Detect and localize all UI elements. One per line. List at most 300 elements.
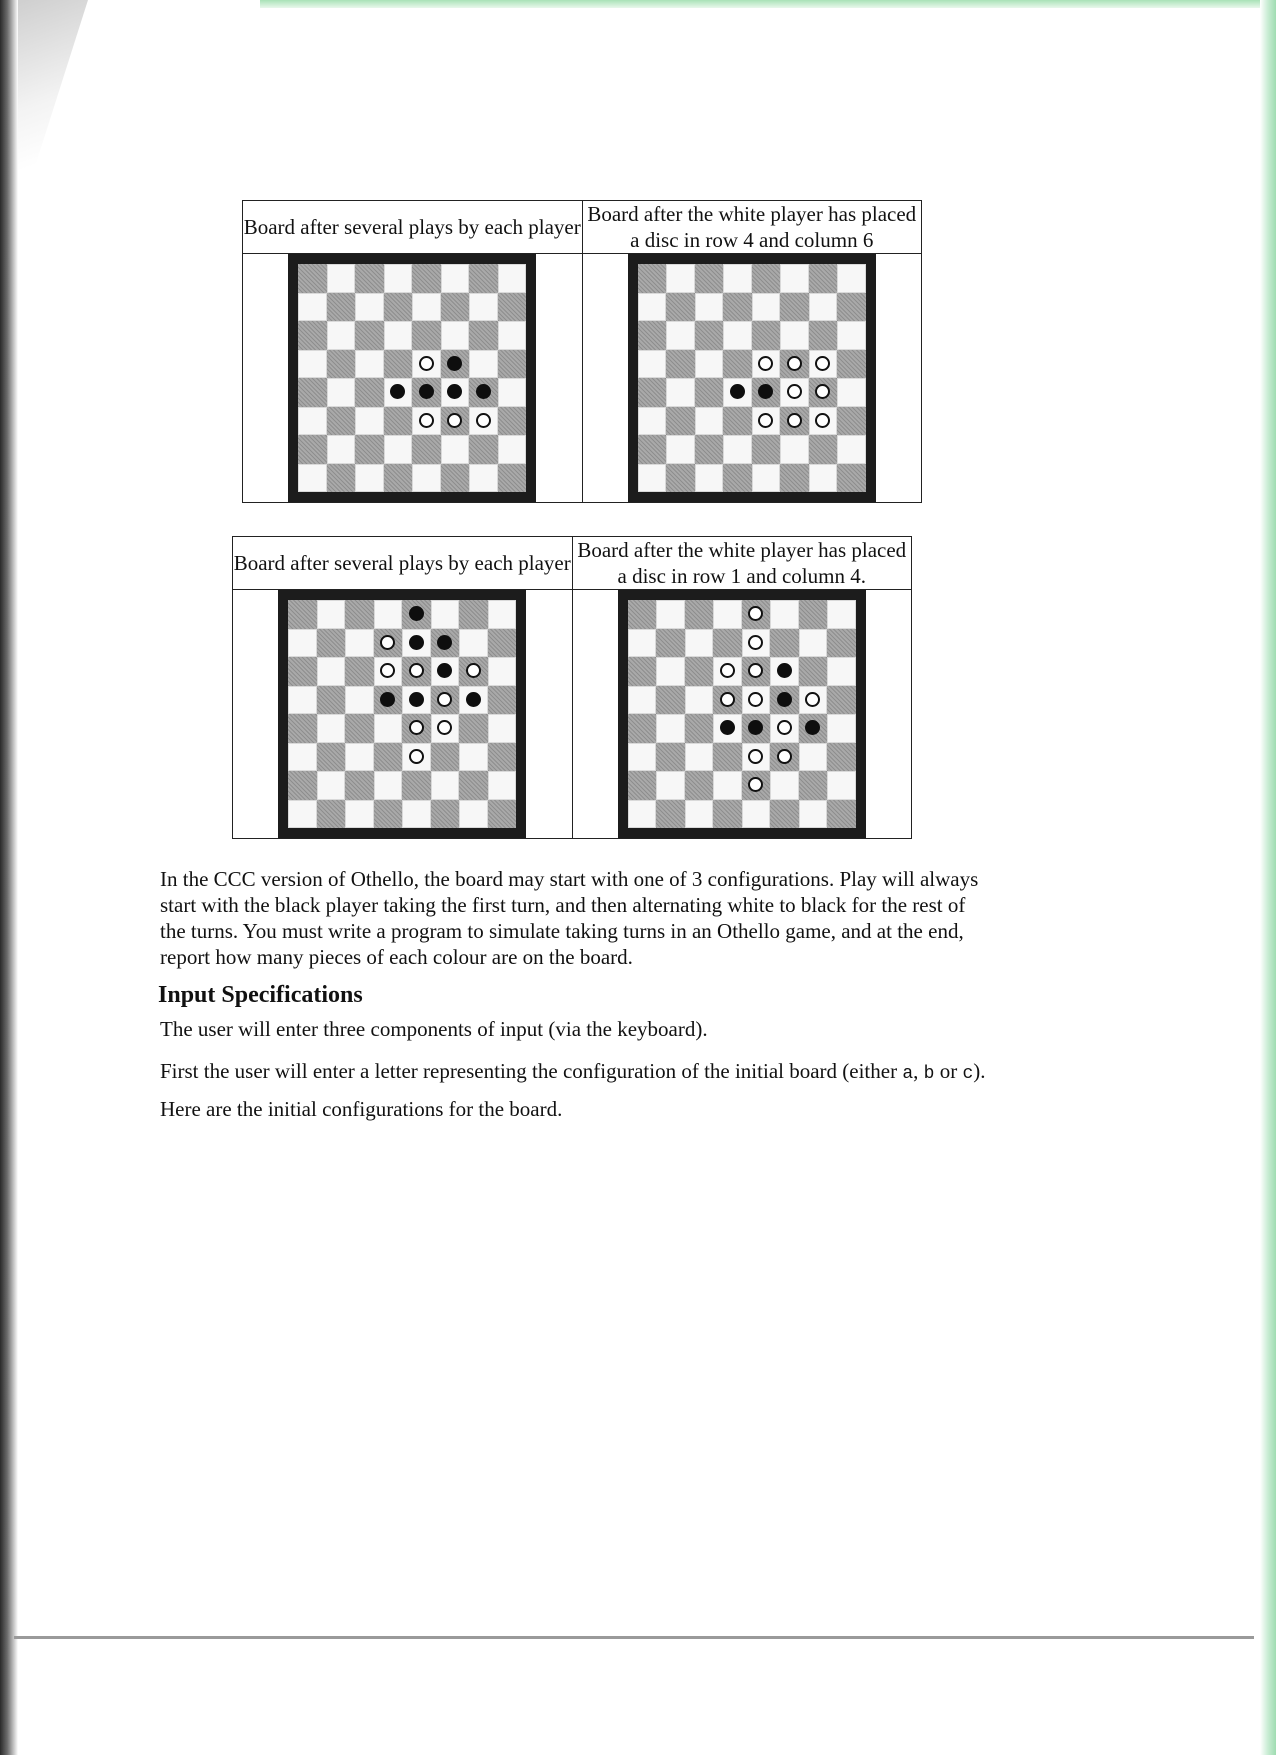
black-disc bbox=[805, 720, 820, 735]
white-disc bbox=[447, 413, 462, 428]
board-square bbox=[488, 600, 517, 629]
board-square bbox=[469, 435, 498, 464]
board-square bbox=[742, 743, 771, 772]
white-disc bbox=[748, 606, 763, 621]
board-square bbox=[431, 800, 460, 829]
board-square bbox=[685, 600, 714, 629]
board-square bbox=[685, 629, 714, 658]
white-disc bbox=[419, 356, 434, 371]
board-square bbox=[374, 771, 403, 800]
board-square bbox=[695, 350, 724, 379]
board-square bbox=[628, 629, 657, 658]
board-square bbox=[666, 435, 695, 464]
board-square bbox=[488, 657, 517, 686]
board-square bbox=[827, 743, 856, 772]
board-square bbox=[498, 435, 527, 464]
board-square bbox=[345, 686, 374, 715]
board-square bbox=[498, 264, 527, 293]
board-square bbox=[488, 714, 517, 743]
board-square bbox=[638, 350, 667, 379]
board-square bbox=[742, 800, 771, 829]
white-disc bbox=[748, 663, 763, 678]
sep: , bbox=[913, 1059, 924, 1083]
board-square bbox=[837, 321, 866, 350]
board-square bbox=[298, 321, 327, 350]
board-square bbox=[412, 321, 441, 350]
white-disc bbox=[409, 749, 424, 764]
black-disc bbox=[748, 720, 763, 735]
board-square bbox=[770, 657, 799, 686]
board-square bbox=[441, 350, 470, 379]
board-square bbox=[441, 378, 470, 407]
board-square bbox=[441, 407, 470, 436]
board-square bbox=[374, 657, 403, 686]
board-square bbox=[345, 629, 374, 658]
intro-paragraph: In the CCC version of Othello, the board may start with one of 3 configurations. Play will always start with the black player taking the first turn, and then alternating white to black for the rest of the turns. You must write a program to simulate taking turns in an Othello game, and at the end, report how many pieces of each colour are on the board. bbox=[160, 867, 979, 969]
board-square bbox=[412, 378, 441, 407]
board-square bbox=[327, 464, 356, 493]
board-square bbox=[431, 771, 460, 800]
board-square bbox=[723, 464, 752, 493]
board-square bbox=[469, 378, 498, 407]
board-square bbox=[288, 629, 317, 658]
white-disc bbox=[748, 749, 763, 764]
board-grid bbox=[638, 264, 866, 492]
white-disc bbox=[409, 663, 424, 678]
board-square bbox=[809, 350, 838, 379]
board-grid bbox=[288, 600, 516, 828]
board-square bbox=[327, 293, 356, 322]
figure-1-right-caption: Board after the white player has placed a disc in row 4 and column 6 bbox=[582, 201, 922, 254]
board-square bbox=[441, 321, 470, 350]
board-square bbox=[412, 407, 441, 436]
board-square bbox=[770, 686, 799, 715]
board-square bbox=[809, 293, 838, 322]
board-square bbox=[498, 321, 527, 350]
board-square bbox=[695, 407, 724, 436]
board-square bbox=[345, 714, 374, 743]
board-square bbox=[469, 321, 498, 350]
board-square bbox=[656, 771, 685, 800]
board-square bbox=[402, 743, 431, 772]
board-square bbox=[713, 629, 742, 658]
board-square bbox=[809, 464, 838, 493]
board-square bbox=[327, 264, 356, 293]
board-square bbox=[723, 378, 752, 407]
white-disc bbox=[476, 413, 491, 428]
othello-board bbox=[288, 254, 536, 502]
board-square bbox=[469, 293, 498, 322]
board-square bbox=[628, 743, 657, 772]
board-square bbox=[723, 350, 752, 379]
board-square bbox=[809, 264, 838, 293]
board-square bbox=[488, 800, 517, 829]
board-square bbox=[298, 293, 327, 322]
board-square bbox=[459, 657, 488, 686]
white-disc bbox=[758, 356, 773, 371]
board-square bbox=[742, 686, 771, 715]
board-square bbox=[402, 600, 431, 629]
board-square bbox=[780, 407, 809, 436]
board-square bbox=[498, 350, 527, 379]
board-figure-1 bbox=[242, 200, 922, 503]
board-square bbox=[298, 464, 327, 493]
black-disc bbox=[476, 384, 491, 399]
board-square bbox=[809, 435, 838, 464]
board-square bbox=[431, 743, 460, 772]
board-square bbox=[685, 714, 714, 743]
black-disc bbox=[380, 692, 395, 707]
board-square bbox=[638, 293, 667, 322]
board-square bbox=[827, 800, 856, 829]
white-disc bbox=[815, 384, 830, 399]
board-square bbox=[288, 657, 317, 686]
board-square bbox=[656, 800, 685, 829]
board-square bbox=[695, 293, 724, 322]
white-disc bbox=[748, 777, 763, 792]
board-square bbox=[799, 686, 828, 715]
white-disc bbox=[748, 692, 763, 707]
board-square bbox=[666, 464, 695, 493]
board-square bbox=[666, 378, 695, 407]
board-square bbox=[412, 435, 441, 464]
board-square bbox=[459, 800, 488, 829]
black-disc bbox=[409, 692, 424, 707]
board-square bbox=[780, 264, 809, 293]
board-square bbox=[837, 350, 866, 379]
board-square bbox=[459, 686, 488, 715]
board-square bbox=[288, 600, 317, 629]
board-square bbox=[384, 407, 413, 436]
white-disc bbox=[815, 413, 830, 428]
board-square bbox=[685, 743, 714, 772]
board-square bbox=[695, 264, 724, 293]
white-disc bbox=[787, 384, 802, 399]
board-square bbox=[384, 350, 413, 379]
figure-1-left-caption: Board after several plays by each player bbox=[243, 201, 583, 254]
black-disc bbox=[466, 692, 481, 707]
input-line-2 bbox=[160, 1058, 1020, 1087]
black-disc bbox=[437, 635, 452, 650]
board-square bbox=[638, 464, 667, 493]
board-square bbox=[638, 407, 667, 436]
board-square bbox=[355, 293, 384, 322]
board-square bbox=[345, 800, 374, 829]
board-square bbox=[498, 378, 527, 407]
board-square bbox=[666, 293, 695, 322]
option-b: b bbox=[923, 1064, 935, 1084]
board-square bbox=[656, 657, 685, 686]
board-square bbox=[695, 464, 724, 493]
board-square bbox=[752, 321, 781, 350]
board-square bbox=[656, 600, 685, 629]
black-disc bbox=[409, 606, 424, 621]
board-square bbox=[799, 657, 828, 686]
board-square bbox=[799, 800, 828, 829]
board-square bbox=[317, 800, 346, 829]
board-square bbox=[752, 407, 781, 436]
board-square bbox=[317, 657, 346, 686]
board-square bbox=[628, 714, 657, 743]
board-square bbox=[656, 743, 685, 772]
board-square bbox=[384, 378, 413, 407]
board-square bbox=[288, 800, 317, 829]
board-square bbox=[695, 321, 724, 350]
board-square bbox=[780, 321, 809, 350]
board-square bbox=[345, 600, 374, 629]
board-square bbox=[666, 321, 695, 350]
white-disc bbox=[720, 663, 735, 678]
board-square bbox=[809, 407, 838, 436]
board-square bbox=[685, 771, 714, 800]
line2-text: First the user will enter a letter representing the configuration of the initial board (either bbox=[160, 1059, 903, 1083]
board-square bbox=[488, 771, 517, 800]
othello-board bbox=[278, 590, 526, 838]
board-square bbox=[780, 464, 809, 493]
black-disc bbox=[437, 663, 452, 678]
board-square bbox=[498, 464, 527, 493]
board-square bbox=[431, 600, 460, 629]
board-square bbox=[628, 657, 657, 686]
board-square bbox=[345, 743, 374, 772]
white-disc bbox=[805, 692, 820, 707]
board-square bbox=[459, 743, 488, 772]
board-square bbox=[317, 600, 346, 629]
board-square bbox=[384, 464, 413, 493]
board-square bbox=[384, 435, 413, 464]
white-disc bbox=[787, 413, 802, 428]
board-square bbox=[628, 771, 657, 800]
board-square bbox=[685, 657, 714, 686]
board-square bbox=[837, 407, 866, 436]
board-square bbox=[488, 743, 517, 772]
board-square bbox=[809, 321, 838, 350]
board-square bbox=[799, 743, 828, 772]
scan-left-edge bbox=[0, 0, 18, 1755]
white-disc bbox=[419, 413, 434, 428]
board-square bbox=[713, 600, 742, 629]
white-disc bbox=[720, 692, 735, 707]
board-square bbox=[345, 657, 374, 686]
board-square bbox=[752, 464, 781, 493]
board-square bbox=[288, 686, 317, 715]
board-square bbox=[374, 686, 403, 715]
board-square bbox=[799, 714, 828, 743]
board-figure-2 bbox=[232, 536, 912, 839]
black-disc bbox=[730, 384, 745, 399]
board-square bbox=[628, 686, 657, 715]
board-square bbox=[402, 686, 431, 715]
black-disc bbox=[758, 384, 773, 399]
board-square bbox=[469, 264, 498, 293]
board-square bbox=[288, 714, 317, 743]
board-square bbox=[827, 657, 856, 686]
board-square bbox=[317, 629, 346, 658]
board-square bbox=[298, 350, 327, 379]
white-disc bbox=[748, 635, 763, 650]
board-square bbox=[298, 378, 327, 407]
board-square bbox=[638, 321, 667, 350]
board-square bbox=[837, 264, 866, 293]
black-disc bbox=[447, 356, 462, 371]
board-square bbox=[780, 378, 809, 407]
board-square bbox=[298, 435, 327, 464]
board-square bbox=[799, 600, 828, 629]
input-line-1: The user will enter three components of input (via the keyboard). bbox=[160, 1017, 708, 1041]
sep: or bbox=[934, 1059, 963, 1083]
option-c: c bbox=[962, 1064, 974, 1084]
board-square bbox=[441, 264, 470, 293]
board-square bbox=[685, 686, 714, 715]
white-disc bbox=[380, 635, 395, 650]
board-square bbox=[742, 657, 771, 686]
board-square bbox=[827, 600, 856, 629]
board-square bbox=[355, 435, 384, 464]
board-square bbox=[713, 714, 742, 743]
board-square bbox=[827, 714, 856, 743]
board-square bbox=[770, 600, 799, 629]
board-square bbox=[770, 629, 799, 658]
scan-right-strip bbox=[1260, 0, 1276, 1755]
board-square bbox=[695, 435, 724, 464]
board-square bbox=[288, 771, 317, 800]
board-square bbox=[742, 771, 771, 800]
board-square bbox=[827, 629, 856, 658]
board-square bbox=[713, 800, 742, 829]
board-square bbox=[656, 714, 685, 743]
board-square bbox=[441, 435, 470, 464]
board-square bbox=[752, 264, 781, 293]
board-square bbox=[441, 293, 470, 322]
board-square bbox=[837, 435, 866, 464]
board-square bbox=[713, 657, 742, 686]
board-square bbox=[695, 378, 724, 407]
board-square bbox=[752, 378, 781, 407]
board-square bbox=[431, 714, 460, 743]
board-square bbox=[742, 714, 771, 743]
board-square bbox=[402, 657, 431, 686]
board-square bbox=[412, 264, 441, 293]
board-square bbox=[723, 264, 752, 293]
board-square bbox=[384, 321, 413, 350]
board-square bbox=[723, 407, 752, 436]
board-square bbox=[827, 771, 856, 800]
board-square bbox=[459, 629, 488, 658]
board-square bbox=[780, 350, 809, 379]
board-square bbox=[355, 464, 384, 493]
board-square bbox=[327, 350, 356, 379]
board-square bbox=[384, 293, 413, 322]
board-square bbox=[837, 378, 866, 407]
board-square bbox=[666, 264, 695, 293]
black-disc bbox=[777, 692, 792, 707]
board-square bbox=[809, 378, 838, 407]
white-disc bbox=[409, 720, 424, 735]
white-disc bbox=[380, 663, 395, 678]
board-square bbox=[469, 464, 498, 493]
white-disc bbox=[787, 356, 802, 371]
board-square bbox=[374, 600, 403, 629]
board-square bbox=[752, 435, 781, 464]
board-square bbox=[656, 686, 685, 715]
board-square bbox=[317, 743, 346, 772]
board-square bbox=[742, 629, 771, 658]
board-square bbox=[402, 629, 431, 658]
board-square bbox=[355, 264, 384, 293]
board-square bbox=[780, 435, 809, 464]
board-square bbox=[713, 771, 742, 800]
board-square bbox=[666, 350, 695, 379]
board-square bbox=[723, 321, 752, 350]
board-square bbox=[752, 350, 781, 379]
board-square bbox=[770, 714, 799, 743]
board-square bbox=[317, 686, 346, 715]
othello-board bbox=[618, 590, 866, 838]
board-square bbox=[441, 464, 470, 493]
black-disc bbox=[777, 663, 792, 678]
black-disc bbox=[720, 720, 735, 735]
white-disc bbox=[437, 692, 452, 707]
board-square bbox=[384, 264, 413, 293]
board-square bbox=[431, 686, 460, 715]
board-square bbox=[288, 743, 317, 772]
board-square bbox=[298, 264, 327, 293]
board-square bbox=[355, 321, 384, 350]
board-square bbox=[685, 800, 714, 829]
board-square bbox=[638, 435, 667, 464]
white-disc bbox=[758, 413, 773, 428]
board-square bbox=[488, 629, 517, 658]
board-square bbox=[412, 464, 441, 493]
black-disc bbox=[447, 384, 462, 399]
board-square bbox=[799, 629, 828, 658]
board-square bbox=[713, 743, 742, 772]
scan-bottom-edge bbox=[14, 1636, 1254, 1639]
board-square bbox=[498, 293, 527, 322]
white-disc bbox=[777, 720, 792, 735]
board-square bbox=[402, 714, 431, 743]
board-square bbox=[327, 321, 356, 350]
board-square bbox=[298, 407, 327, 436]
board-square bbox=[374, 800, 403, 829]
board-square bbox=[837, 464, 866, 493]
board-square bbox=[628, 600, 657, 629]
board-square bbox=[638, 264, 667, 293]
board-square bbox=[345, 771, 374, 800]
board-square bbox=[666, 407, 695, 436]
board-square bbox=[459, 771, 488, 800]
board-square bbox=[723, 293, 752, 322]
board-square bbox=[317, 714, 346, 743]
board-square bbox=[355, 407, 384, 436]
board-square bbox=[469, 407, 498, 436]
othello-board bbox=[628, 254, 876, 502]
board-square bbox=[469, 350, 498, 379]
board-square bbox=[412, 293, 441, 322]
board-square bbox=[628, 800, 657, 829]
figure-2-right-caption: Board after the white player has placed a disc in row 1 and column 4. bbox=[572, 537, 912, 590]
board-grid bbox=[298, 264, 526, 492]
board-square bbox=[742, 600, 771, 629]
board-square bbox=[488, 686, 517, 715]
option-a: a bbox=[902, 1064, 914, 1084]
board-square bbox=[713, 686, 742, 715]
white-disc bbox=[815, 356, 830, 371]
board-square bbox=[459, 714, 488, 743]
board-grid bbox=[628, 600, 856, 828]
board-square bbox=[770, 800, 799, 829]
black-disc bbox=[419, 384, 434, 399]
